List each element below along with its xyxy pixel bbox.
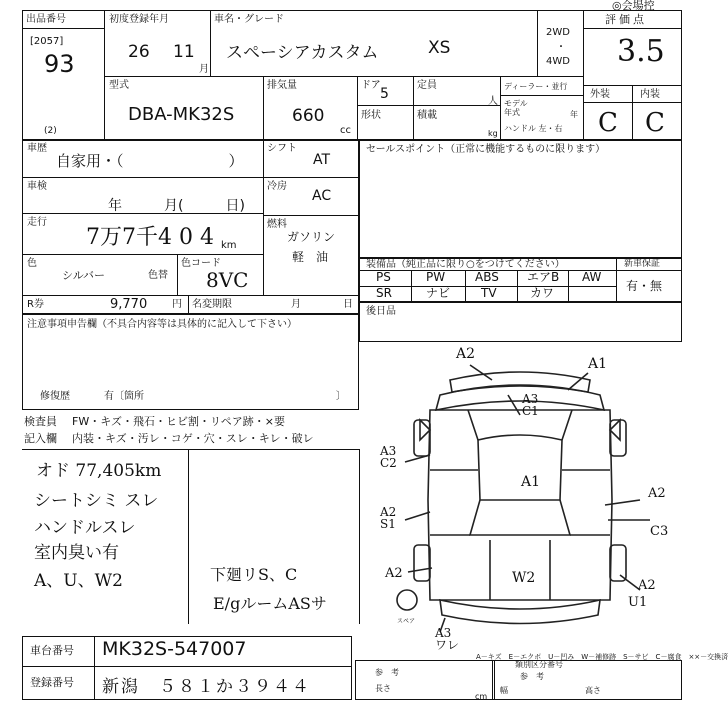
limit-label: 名変期限 <box>192 299 232 310</box>
lot-label: 出品番号 <box>26 14 66 25</box>
drive-2wd: 2WD <box>546 27 570 38</box>
inspector-row2: 内装・キズ・汚レ・コゲ・穴・スレ・キレ・破レ <box>72 432 314 445</box>
equip-aw: AW <box>582 270 602 284</box>
color-code: 8VC <box>206 268 249 292</box>
damage-mark-10: W2 <box>512 570 536 586</box>
repair-label: 修復歴 <box>40 391 70 402</box>
inspector-row2-label: 記入欄 <box>24 432 57 445</box>
inspection-label: 車検 <box>27 181 47 192</box>
dealer-label: ディーラー・並行 <box>504 82 568 91</box>
model-year-label: モデル年式 <box>504 99 528 117</box>
note-line-5: A、U、W2 <box>34 571 123 591</box>
fuel-gas: ガソリン <box>287 230 336 244</box>
equip-abs: ABS <box>475 270 499 284</box>
damage-mark-3: A3 C1 <box>522 392 539 418</box>
load-unit: kg <box>488 129 498 138</box>
load-label: 積載 <box>417 110 437 121</box>
note-line-7: E/gルームASサ <box>213 594 327 613</box>
damage-mark-1: A2 <box>456 346 476 362</box>
interior-grade: C <box>645 108 665 138</box>
venue-copy-label: ◎会場控 <box>612 0 655 12</box>
notes-label: 注意事項申告欄（不具合内容等は具体的に記入して下さい） <box>27 319 297 330</box>
capacity-label: 定員 <box>417 80 437 91</box>
car-name-label: 車名・グレード <box>214 14 284 25</box>
equip-ps: PS <box>376 270 391 284</box>
exterior-grade: C <box>598 108 618 138</box>
spare-tire <box>397 590 417 610</box>
roof <box>478 435 562 500</box>
drive-4wd: 4WD <box>546 56 570 67</box>
inspector-row1: FW・キズ・飛石・ヒビ割・リペア跡・×要 <box>72 415 285 428</box>
note-line-1: オド 77,405km <box>36 461 162 481</box>
damage-mark-11: A2 <box>638 578 656 593</box>
recycle-label: R券 <box>27 299 44 310</box>
ref-label-right: 参 考 <box>520 672 544 681</box>
damage-mark-13: A3 ワレ <box>435 626 460 652</box>
class-label: 類別区分番号 <box>515 660 563 669</box>
aircon-label: 冷房 <box>267 181 287 192</box>
new-warranty-label: 新車保証 <box>624 259 661 269</box>
model-label: 型式 <box>109 80 129 91</box>
hood-front <box>436 385 604 410</box>
plate-label: 登録番号 <box>30 676 74 689</box>
ref-box-left <box>355 660 495 700</box>
damage-legend: A－キズ E－エクボ U－凹み W－補修跡 S－サビ C－腐食 ××－交換済 <box>476 653 728 661</box>
usage-value: 自家用・（ ） <box>56 152 244 170</box>
month-suffix: 月 <box>199 64 209 75</box>
damage-mark-6: A2 <box>648 486 666 501</box>
limit-day: 日 <box>343 299 353 310</box>
width-label: 幅 <box>500 686 508 695</box>
note-line-6: 下廻リS、C <box>210 565 298 584</box>
aircon-value: AC <box>312 188 332 204</box>
equip-leather: カワ <box>530 286 555 300</box>
first-reg-year: 26 <box>128 42 150 62</box>
note-line-4: 室内臭い有 <box>34 543 119 563</box>
model-year-unit: 年 <box>570 110 578 119</box>
first-reg-month: 11 <box>173 42 195 62</box>
damage-mark-7: C3 <box>650 524 669 539</box>
first-reg-label: 初度登録年月 <box>109 14 169 25</box>
ref-label-left: 参 考 <box>375 668 399 677</box>
usage-label: 車歴 <box>27 143 47 154</box>
mileage-value: 7万7千4 0 4 <box>86 225 214 250</box>
car-name: スペーシアカスタム <box>226 43 379 63</box>
displacement-unit: cc <box>340 125 351 136</box>
shift-label: シフト <box>267 143 297 154</box>
rear-bumper <box>440 600 600 624</box>
new-warranty-value: 有・無 <box>626 279 663 293</box>
shift-value: AT <box>313 152 331 168</box>
damage-mark-2: A1 <box>588 356 608 372</box>
equip-pw: PW <box>426 270 446 284</box>
equip-sr: SR <box>376 286 392 300</box>
car-grade: XS <box>428 38 451 58</box>
model-mark: (2) <box>44 126 57 136</box>
exterior-label: 外装 <box>590 89 610 100</box>
doors-label: ドア <box>361 80 381 91</box>
capacity-unit: 人 <box>488 96 498 107</box>
lot-code: [2057] <box>30 36 64 47</box>
model-code: DBA-MK32S <box>128 104 235 125</box>
equip-tv: TV <box>481 286 497 300</box>
rear-glass <box>470 500 570 535</box>
equip-navi: ナビ <box>426 286 451 300</box>
equip-airbag: エアB <box>527 270 560 284</box>
damage-mark-8: A2 S1 <box>380 505 397 531</box>
damage-mark-9: A2 <box>385 566 403 581</box>
color-code-label: 色コード <box>181 258 221 269</box>
fuel-diesel: 軽 油 <box>292 250 329 264</box>
repair-close: 〕 <box>336 391 346 402</box>
cm-label: cm <box>475 692 488 701</box>
note-line-2: シートシミ スレ <box>34 491 159 511</box>
lot-number: 93 <box>44 50 75 78</box>
fuel-label: 燃料 <box>267 219 287 230</box>
recycle-value: 9,770 <box>110 297 148 312</box>
limit-month: 月 <box>291 299 301 310</box>
note-line-3: ハンドルスレ <box>34 518 136 538</box>
equipment-label: 装備品（純正品に限り○をつけてください） <box>366 259 565 270</box>
afterfit-label: 後日品 <box>366 306 396 317</box>
sales-point-label: セールスポイント（正常に機能するものに限ります） <box>366 144 606 155</box>
grid-line <box>22 666 352 667</box>
handle-label: ハンドル 左・右 <box>504 124 563 133</box>
inspector-row1-label: 検査員 <box>24 415 57 428</box>
displacement-label: 排気量 <box>267 80 297 91</box>
doors-value: 5 <box>380 86 389 102</box>
mileage-unit: km <box>221 240 237 251</box>
shape-label: 形状 <box>361 110 381 121</box>
damage-mark-4: A3 C2 <box>380 444 397 470</box>
color-label: 色 <box>27 258 37 269</box>
height-label: 高さ <box>585 686 601 695</box>
color-swap-label: 色替 <box>148 270 168 281</box>
spare-label: スペア <box>397 618 416 625</box>
grid-line <box>94 636 95 700</box>
inspection-value: 年 月( 日) <box>108 198 245 214</box>
score-label: 評価点 <box>605 13 647 26</box>
damage-mark-5: A1 <box>521 474 541 490</box>
length-label: 長さ <box>375 684 391 693</box>
damage-mark-12: U1 <box>628 595 648 610</box>
score-value: 3.5 <box>617 34 665 69</box>
repair-value: 有〔箇所 <box>104 391 144 402</box>
mileage-label: 走行 <box>27 217 47 228</box>
plate-number: 新潟 ５８１か３９４４ <box>102 677 311 697</box>
recycle-unit: 円 <box>172 299 182 310</box>
color-value: シルバー <box>62 269 105 282</box>
interior-label: 内装 <box>640 89 660 100</box>
displacement-value: 660 <box>292 106 325 126</box>
chassis-number: MK32S-547007 <box>102 638 247 660</box>
drive-dot: ・ <box>556 42 566 53</box>
chassis-label: 車台番号 <box>30 644 74 657</box>
